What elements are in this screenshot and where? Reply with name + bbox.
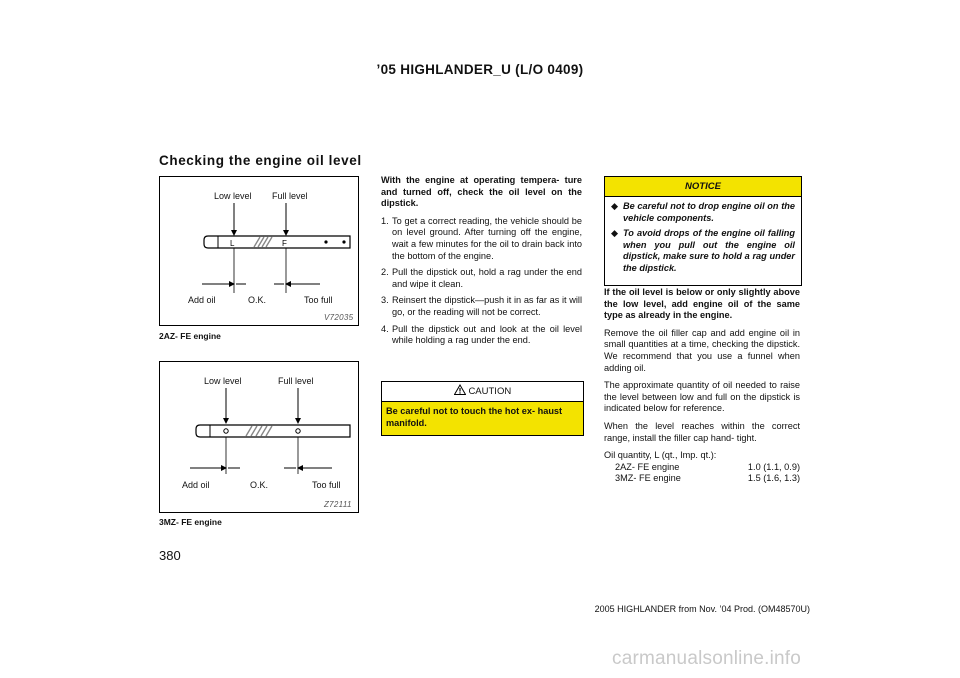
step-item [381, 216, 582, 262]
notice-item-text: To avoid drops of the engine oil falling when you pull out the engine oil dipstick, make sure to hold a rag under the dipstick. [623, 228, 795, 273]
step-text: Reinsert the dipstick—push it in as far as it will go, or the reading will not be correct. [392, 295, 582, 317]
svg-text:L: L [230, 239, 235, 248]
svg-text:F: F [282, 239, 287, 248]
caution-box [381, 381, 584, 436]
low-level-label: Low level [214, 191, 252, 201]
oil-quantity-row [604, 462, 800, 474]
figure-caption-3mz: 3MZ- FE engine [159, 517, 222, 527]
add-oil-label: Add oil [188, 295, 216, 305]
caution-header [382, 382, 583, 401]
full-level-label: Full level [278, 376, 314, 386]
notice-title: NOTICE [605, 177, 801, 196]
middle-column [381, 175, 582, 352]
watermark: carmanualsonline.info [612, 648, 802, 669]
oil-quantity-value: 1.0 (1.1, 0.9) [747, 461, 800, 472]
notice-body [605, 196, 801, 285]
bold-paragraph: If the oil level is below or only slightly above the low level, add engine oil of the same type as already in the engine. [604, 287, 800, 321]
right-column [604, 287, 800, 485]
oil-quantity-value: 1.5 (1.6, 1.3) [747, 473, 800, 484]
step-item [381, 295, 582, 318]
step-item [381, 267, 582, 290]
paragraph-filler-cap: When the level reaches within the correct range, install the filler cap hand- tight. [604, 420, 800, 443]
page-number: 380 [159, 548, 181, 563]
ok-label: O.K. [250, 480, 269, 490]
step-text: Pull the dipstick out and look at the oil level while holding a rag under the end. [392, 323, 582, 346]
caution-text: Be careful not to touch the hot ex- haust manifold. [382, 401, 583, 435]
notice-item-text: Be careful not to drop engine oil on the vehicle components. [623, 201, 795, 223]
figure-code: Z72111 [324, 500, 352, 509]
step-text: To get a correct reading, the vehicle should be on level ground. After turning off the engine, wait a few minutes for the oil to drain back into the bottom of the engine. [392, 215, 582, 261]
steps-list [381, 216, 582, 347]
section-title: Checking the engine oil level [159, 153, 362, 168]
document-footer: 2005 HIGHLANDER from Nov. ’04 Prod. (OM48570U) [594, 604, 810, 614]
notice-item [611, 201, 795, 224]
step-text: Pull the dipstick out, hold a rag under the end and wipe it clean. [392, 267, 582, 289]
step-number: 2. [381, 267, 389, 278]
dipstick-figure-2az [159, 176, 359, 326]
intro-paragraph: With the engine at operating tempera- ture and turned off, check the oil level on the dipstick. [381, 175, 582, 209]
add-oil-label: Add oil [182, 480, 210, 490]
diamond-bullet-icon: ◆ [611, 201, 619, 211]
oil-quantity-row [604, 473, 800, 485]
step-item [381, 324, 582, 347]
oil-quantity-title: Oil quantity, L (qt., Imp. qt.): [604, 450, 717, 461]
notice-box [604, 176, 802, 286]
paragraph-add-oil: Remove the oil filler cap and add engine oil in small quantities at a time, checking the dipstick. We recommend that you use a funnel when adding oil. [604, 327, 800, 373]
notice-item [611, 228, 795, 274]
too-full-label: Too full [304, 295, 333, 305]
full-level-label: Full level [272, 191, 308, 201]
engine-name: 2AZ- FE engine [615, 461, 680, 472]
step-number: 1. [381, 215, 389, 226]
caution-title: CAUTION [468, 386, 512, 397]
diamond-bullet-icon: ◆ [611, 228, 619, 239]
document-header: ’05 HIGHLANDER_U (L/O 0409) [376, 62, 584, 77]
figure-caption-2az: 2AZ- FE engine [159, 331, 221, 341]
ok-label: O.K. [248, 295, 267, 305]
warning-triangle-icon [454, 384, 466, 395]
step-number: 4. [381, 323, 389, 334]
dipstick-figure-3mz [159, 361, 359, 513]
figure-code: V72035 [324, 313, 354, 322]
engine-name: 3MZ- FE engine [615, 473, 681, 484]
low-level-label: Low level [204, 376, 242, 386]
step-number: 3. [381, 295, 389, 306]
paragraph-quantity: The approximate quantity of oil needed to raise the level between low and full on the dipstick is indicated below for reference. [604, 380, 800, 414]
too-full-label: Too full [312, 480, 341, 490]
